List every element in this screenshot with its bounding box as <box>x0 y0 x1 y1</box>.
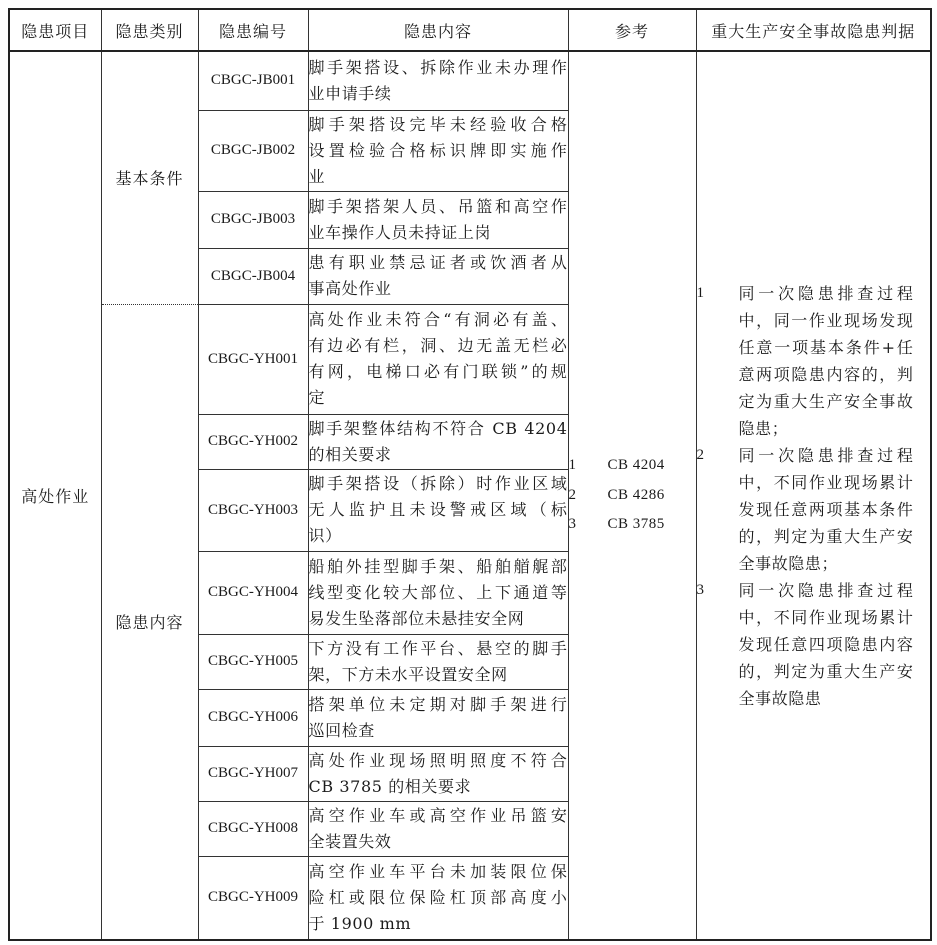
hazard-code: CBGC-YH002 <box>198 414 308 469</box>
reference-standard: CB 4204 <box>607 457 665 474</box>
reference-item <box>569 451 696 481</box>
criteria-line: 的，判定为重大生产安 <box>738 526 914 546</box>
column-header-criteria: 重大生产安全事故隐患判据 <box>696 9 931 51</box>
hazard-code: CBGC-YH003 <box>198 469 308 551</box>
hazard-content-line: 线型变化较大部位、上下通道等 <box>308 582 568 602</box>
hazard-category-cell: 隐患内容 <box>101 304 198 940</box>
hazard-content <box>308 191 568 248</box>
hazard-content <box>308 801 568 856</box>
criteria-number: 2 <box>696 446 705 463</box>
hazard-content-line: 脚手架搭设完毕未经验收合格 <box>308 114 568 134</box>
hazard-content-line: 事高处作业 <box>308 279 392 298</box>
criteria-line: 全事故隐患； <box>738 553 839 573</box>
hazard-content-line: 业申请手续 <box>308 83 392 103</box>
hazard-content-line: 设置检验合格标识牌即实施作 <box>308 140 568 160</box>
hazard-content-line: 脚手架搭架人员、吊篮和高空作 <box>308 196 568 216</box>
hazard-content-line: 下方没有工作平台、悬空的脚手 <box>308 638 568 658</box>
reference-number: 2 <box>568 486 576 503</box>
table-header <box>9 9 931 51</box>
hazard-content <box>308 110 568 191</box>
hazard-content-line: 业车操作人员未持证上岗 <box>308 222 492 242</box>
criteria-line: 全事故隐患 <box>738 688 822 708</box>
hazard-code: CBGC-YH007 <box>198 746 308 801</box>
hazard-content-line: 高空作业车平台未加装限位保 <box>308 861 568 881</box>
hazard-content-line: 脚手架搭设、拆除作业未办理作 <box>308 57 568 77</box>
hazard-content <box>308 414 568 469</box>
reference-item <box>569 481 696 511</box>
hazard-content-line: 有边必有栏，洞、边无盖无栏必 <box>308 336 568 355</box>
hazard-content-line: 于 1900 mm <box>308 913 412 933</box>
hazard-content-line: 患有职业禁忌证者或饮酒者从 <box>308 253 568 272</box>
hazard-content-line: 巡回检查 <box>308 720 375 740</box>
hazard-content-line: 架，下方未水平设置安全网 <box>308 664 508 684</box>
criteria-line: 同一次隐患排查过程 <box>738 283 914 303</box>
criteria-line: 定为重大生产安全事故 <box>738 391 914 411</box>
table-row <box>9 51 931 110</box>
criteria-line: 同一次隐患排查过程 <box>738 580 914 600</box>
hazard-content <box>308 689 568 746</box>
hazard-content-line: 搭架单位未定期对脚手架进行 <box>308 694 568 714</box>
column-header-code: 隐患编号 <box>198 9 308 51</box>
hazard-content-line: 高处作业未符合“有洞必有盖、 <box>308 310 568 329</box>
criteria-text <box>739 280 914 442</box>
hazard-content-line: 船舶外挂型脚手架、船舶艏艉部 <box>308 556 568 576</box>
criteria-line: 发现任意四项隐患内容 <box>738 634 914 654</box>
criteria-line: 中，不同作业现场累计 <box>738 607 914 627</box>
criteria-line: 中，不同作业现场累计 <box>738 472 914 492</box>
hazard-content <box>308 746 568 801</box>
hazard-content-line: 脚手架搭设（拆除）时作业区域 <box>308 474 568 493</box>
hazard-content <box>308 304 568 414</box>
reference-number: 1 <box>568 457 576 474</box>
header-row <box>9 9 931 51</box>
hazard-code: CBGC-JB002 <box>198 110 308 191</box>
hazard-content <box>308 856 568 940</box>
hazard-code: CBGC-YH009 <box>198 856 308 940</box>
hazard-content-line: 识） <box>308 526 342 545</box>
hazard-content <box>308 51 568 110</box>
criteria-line: 隐患； <box>738 418 789 438</box>
hazard-code: CBGC-JB004 <box>198 248 308 304</box>
hazard-content <box>308 248 568 304</box>
column-header-project: 隐患项目 <box>9 9 101 51</box>
hazard-content-line: 的相关要求 <box>308 444 392 464</box>
criteria-number: 1 <box>696 284 705 301</box>
criteria-line: 同一次隐患排查过程 <box>738 445 914 465</box>
hazard-content-line: 有网，电梯口必有门联锁”的规 <box>308 362 568 381</box>
hazard-content-line: CB 3785 的相关要求 <box>308 776 472 796</box>
criteria-item <box>697 280 931 442</box>
hazard-code: CBGC-YH005 <box>198 634 308 689</box>
criteria-line: 发现任意两项基本条件 <box>738 499 914 519</box>
hazard-code: CBGC-YH001 <box>198 304 308 414</box>
hazard-content-line: 易发生坠落部位未悬挂安全网 <box>308 608 525 628</box>
reference-number: 3 <box>568 516 576 533</box>
criteria-text <box>739 442 914 577</box>
criteria-text <box>739 577 914 712</box>
hazard-category-cell: 基本条件 <box>101 51 198 304</box>
hazard-project-cell: 高处作业 <box>9 51 101 940</box>
reference-item <box>569 510 696 540</box>
criteria-number: 3 <box>696 581 705 598</box>
hazard-code: CBGC-YH004 <box>198 551 308 634</box>
hazard-code: CBGC-JB001 <box>198 51 308 110</box>
criteria-line: 的，判定为重大生产安 <box>738 661 914 681</box>
hazard-code: CBGC-YH008 <box>198 801 308 856</box>
hazard-content <box>308 469 568 551</box>
hazard-content-line: 定 <box>308 388 326 407</box>
hazard-content <box>308 634 568 689</box>
hazard-content-line: 无人监护且未设警戒区域（标 <box>308 500 568 519</box>
criteria-item <box>697 577 931 712</box>
criteria-line: 任意一项基本条件+任 <box>738 337 914 357</box>
criteria-line: 中，同一作业现场发现 <box>738 310 914 330</box>
table-body <box>9 51 931 940</box>
reference-standard: CB 4286 <box>607 486 665 503</box>
hazard-code: CBGC-JB003 <box>198 191 308 248</box>
document-sheet <box>8 8 932 941</box>
hazard-code: CBGC-YH006 <box>198 689 308 746</box>
hazard-content-line: 全装置失效 <box>308 831 392 851</box>
criteria-item <box>697 442 931 577</box>
reference-standard: CB 3785 <box>607 516 665 533</box>
hazard-content-line: 高处作业现场照明照度不符合 <box>308 750 568 770</box>
hazard-content <box>308 551 568 634</box>
reference-cell <box>568 51 696 940</box>
hazard-content-line: 险杠或限位保险杠顶部高度小 <box>308 887 568 907</box>
column-header-category: 隐患类别 <box>101 9 198 51</box>
hazard-content-line: 脚手架整体结构不符合 CB 4204 <box>308 418 568 438</box>
hazard-content-line: 业 <box>308 166 326 186</box>
criteria-cell <box>696 51 931 940</box>
column-header-reference: 参考 <box>568 9 696 51</box>
hazard-content-line: 高空作业车或高空作业吊篮安 <box>308 805 568 825</box>
column-header-content: 隐患内容 <box>308 9 568 51</box>
criteria-line: 意两项隐患内容的，判 <box>738 364 914 384</box>
hazard-table <box>8 8 932 941</box>
